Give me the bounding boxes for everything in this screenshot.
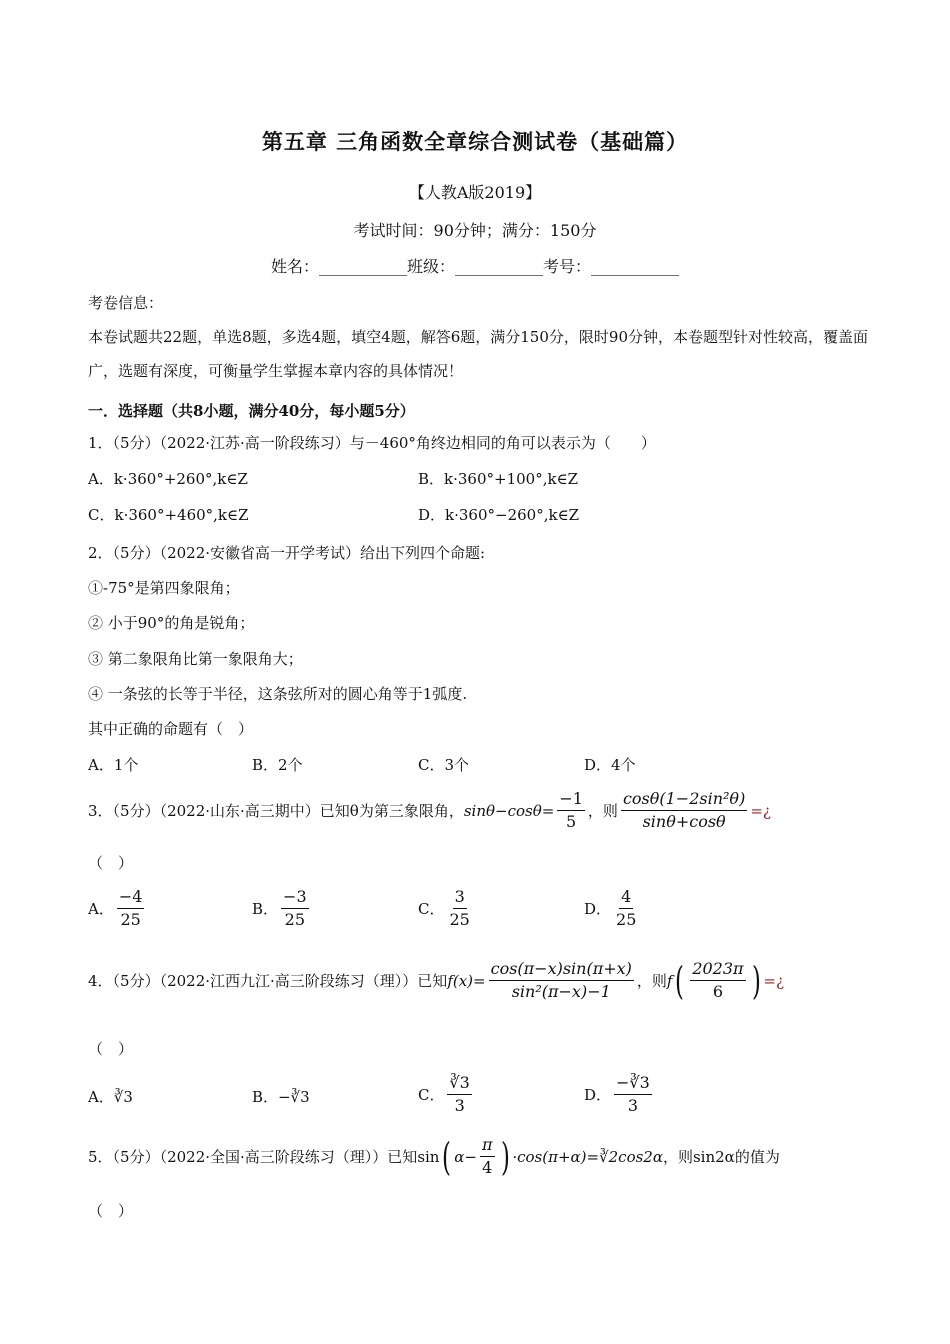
q4-function-fraction [489, 958, 634, 1003]
q3-option-a-den: 25 [120, 910, 141, 929]
q3-expression-denominator: sinθ+cosθ [642, 812, 726, 831]
q3-option-c-label: C． [418, 900, 445, 918]
q2-option-d: D．4个 [584, 756, 636, 774]
q3-tail: =¿ [750, 801, 771, 820]
q5-stem [88, 1134, 780, 1179]
q2-option-b: B．2个 [252, 756, 303, 774]
q4-right-paren: ) [751, 958, 761, 1003]
q3-option-c-den: 25 [449, 910, 470, 929]
q2-option-c: C．3个 [418, 756, 470, 774]
q3-option-d-den: 25 [616, 910, 637, 929]
q2-option-a: A．1个 [88, 756, 139, 774]
q3-option-a [88, 886, 147, 931]
q1-option-d: D．k·360°−260°,k∈Z [418, 506, 580, 524]
q4-option-d [584, 1072, 655, 1117]
q3-option-d-num: 4 [619, 886, 633, 909]
q1-option-c: C．k·360°+460°,k∈Z [88, 506, 249, 524]
q5-inner-denominator: 4 [482, 1158, 493, 1177]
q5-right-paren: ) [500, 1134, 510, 1179]
q5-left-paren: ( [442, 1134, 452, 1179]
q5-inner-a: α− [454, 1147, 477, 1166]
section-title: 一．选择题（共8小题，满分40分，每小题5分） [88, 402, 415, 420]
q4-option-c [418, 1072, 475, 1117]
q4-ask-numerator: 2023π [690, 958, 745, 981]
q2-proposition-4: ④ 一条弦的长等于半径，这条弦所对的圆心角等于1弧度. [88, 685, 468, 703]
q5-expr-start: sin [417, 1147, 440, 1166]
q5-paren: （ ） [88, 1202, 134, 1220]
q4-option-d-den: 3 [627, 1096, 639, 1115]
q2-stem: 2．（5分）（2022·安徽省高一开学考试）给出下列四个命题: [88, 544, 486, 562]
q3-paren: （ ） [88, 854, 134, 872]
exam-info: 考试时间：90分钟；满分：150分 [353, 221, 597, 240]
q2-proposition-3: ③ 第二象限角比第一象限角大； [88, 650, 303, 668]
q3-option-d-label: D． [584, 900, 612, 918]
q4-prefix: 4．（5分）（2022·江西九江·高三阶段练习（理））已知 [88, 972, 448, 990]
q4-option-d-num: −∛3 [614, 1072, 652, 1095]
q3-condition-lhs: sinθ−cosθ= [463, 801, 555, 820]
edition-label: 【人教A版2019】 [408, 183, 542, 202]
q5-inner-fraction [480, 1134, 495, 1179]
q3-condition-numerator: −1 [557, 788, 585, 811]
q3-option-a-num: −4 [117, 886, 145, 909]
q4-function-lhs: f(x)= [447, 971, 486, 990]
q3-prefix: 3．（5分）（2022·山东·高三期中）已知θ为第三象限角， [88, 802, 464, 820]
q1-stem: 1．（5分）（2022·江苏·高一阶段练习）与－460°角终边相同的角可以表示为（ ） [88, 434, 656, 452]
q3-stem [88, 788, 771, 833]
q2-ask: 其中正确的命题有（ ） [88, 720, 254, 738]
q4-option-c-num: ∛3 [447, 1072, 471, 1095]
q4-option-a: A．∛3 [88, 1088, 133, 1106]
q1-option-b: B．k·360°+100°,k∈Z [418, 470, 579, 488]
q3-option-d [584, 886, 641, 931]
q4-function-numerator: cos(π−x)sin(π+x) [489, 958, 634, 981]
q4-ask-fraction [690, 958, 745, 1003]
q4-tail: =¿ [763, 971, 784, 990]
q4-option-c-label: C． [418, 1086, 445, 1104]
q3-expression-fraction [621, 788, 747, 833]
q4-left-paren: ( [675, 958, 685, 1003]
q4-option-c-den: 3 [454, 1096, 465, 1115]
q4-ask-function: f [666, 971, 673, 990]
intro-text: 本卷试题共22题，单选8题，多选4题，填空4题，解答6题，满分150分，限时90分钟，本卷题型针对性较高，覆盖面广，选题有深度，可衡量学生掌握本章内容的具体情况！ [88, 328, 868, 380]
page-title: 第五章 三角函数全章综合测试卷（基础篇） [261, 129, 689, 154]
q3-option-b-num: −3 [281, 886, 309, 909]
q4-paren: （ ） [88, 1040, 134, 1058]
q5-tail: ，则sin2α的值为 [662, 1148, 780, 1166]
q2-proposition-2: ② 小于90°的角是锐角； [88, 614, 255, 632]
name-line: 姓名：___________班级：___________考号：___________ [270, 257, 679, 276]
q3-option-c-num: 3 [453, 886, 467, 909]
intro-label: 考卷信息： [88, 294, 164, 312]
q5-expr-rest: ·cos(π+α)=∛2cos2α [512, 1147, 663, 1166]
q4-option-d-label: D． [584, 1086, 612, 1104]
q2-proposition-1: ①-75°是第四象限角； [88, 579, 240, 597]
q4-ask-denominator: 6 [712, 982, 724, 1001]
q5-prefix: 5．（5分）（2022·全国·高三阶段练习（理））已知 [88, 1148, 418, 1166]
q3-expression-numerator: cosθ(1−2sin²θ) [621, 788, 747, 811]
q3-option-b-den: 25 [284, 910, 305, 929]
q4-stem [88, 958, 784, 1003]
q3-condition-denominator: 5 [566, 812, 577, 831]
q1-option-a: A．k·360°+260°,k∈Z [88, 470, 248, 488]
q4-mid: ，则 [636, 972, 667, 990]
q4-option-b: B．−∛3 [252, 1088, 310, 1106]
q3-condition-fraction [557, 788, 585, 833]
q3-mid: ，则 [587, 802, 618, 820]
q4-function-denominator: sin²(π−x)−1 [511, 982, 611, 1001]
q3-option-b [252, 886, 312, 931]
q5-inner-numerator: π [480, 1134, 495, 1157]
q3-option-b-label: B． [252, 900, 279, 918]
q3-option-a-label: A． [88, 900, 114, 918]
q3-option-c [418, 886, 475, 931]
